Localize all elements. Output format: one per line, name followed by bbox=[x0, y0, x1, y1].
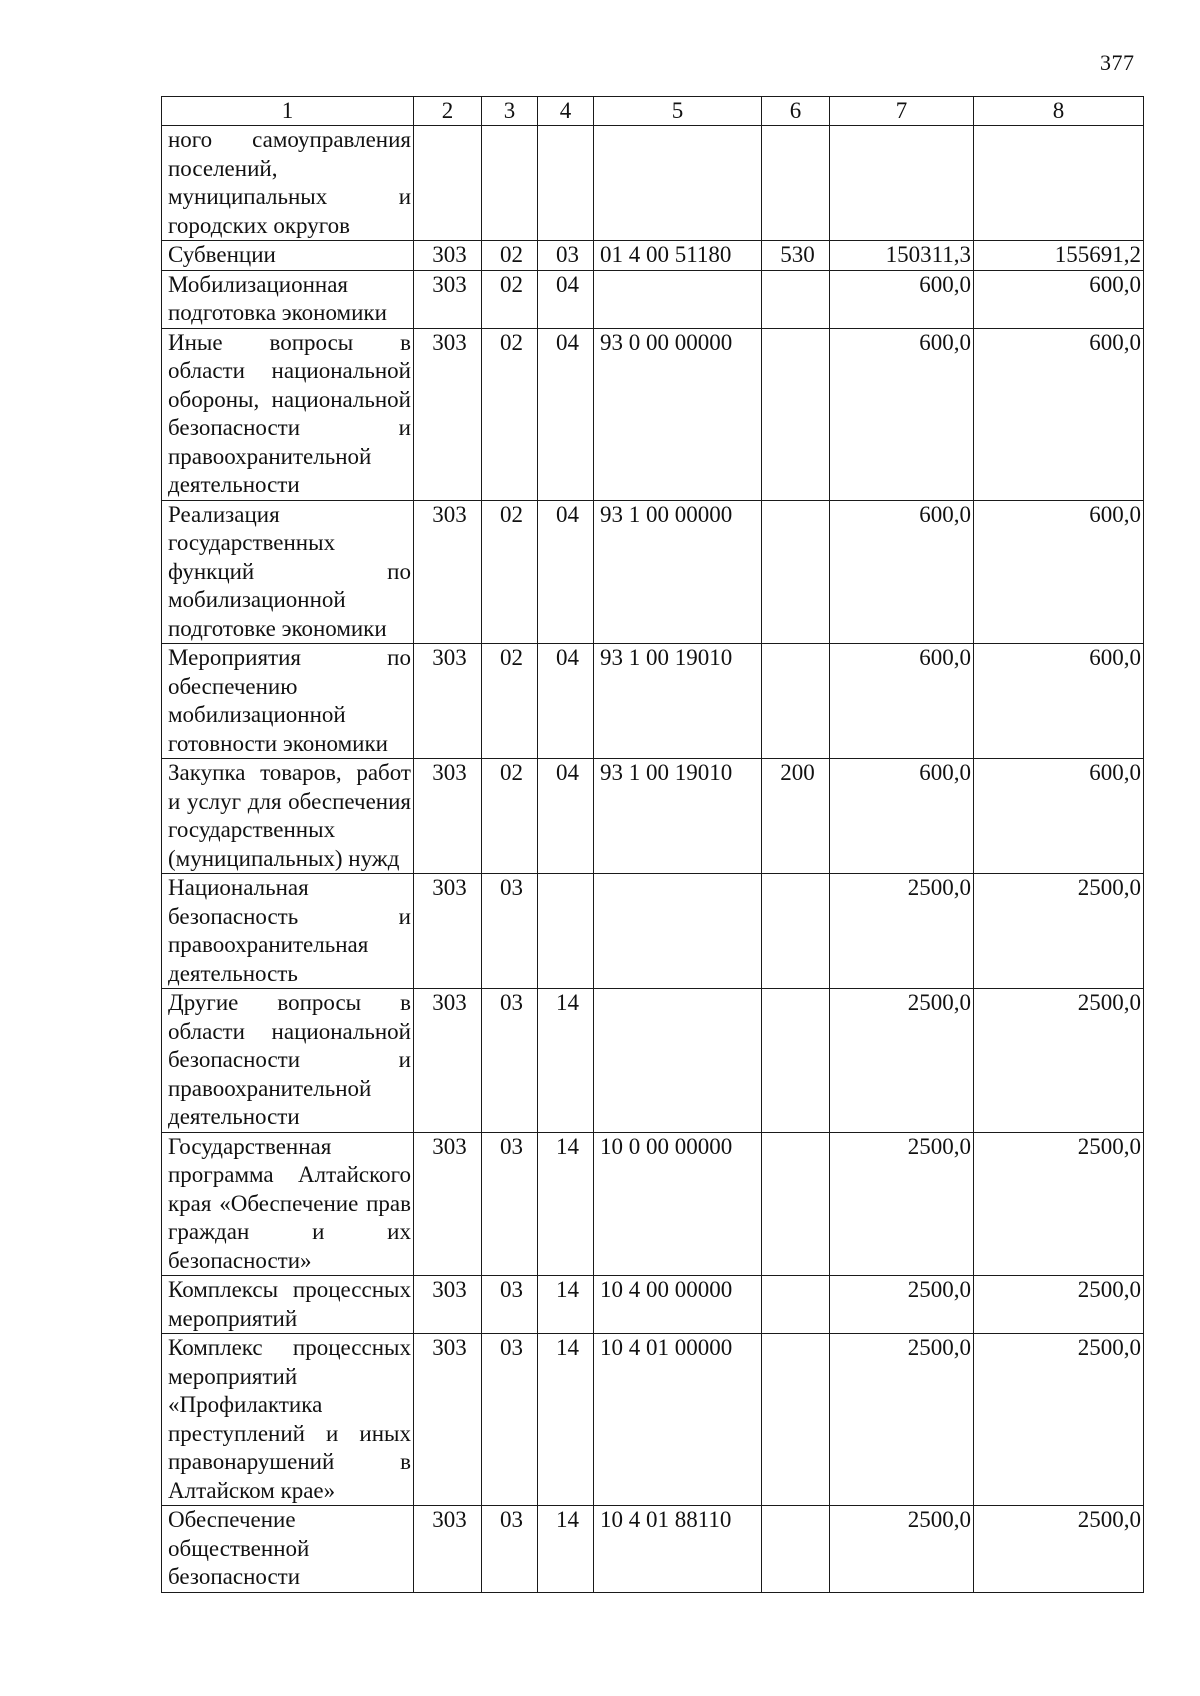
row-code-3-cell: 03 bbox=[482, 1132, 538, 1276]
row-value-7-cell: 600,0 bbox=[830, 270, 974, 328]
row-value-8-cell: 2500,0 bbox=[974, 1276, 1144, 1334]
table-header-row bbox=[162, 97, 1144, 126]
table-row bbox=[162, 241, 1144, 271]
row-code-5-cell bbox=[594, 989, 762, 1133]
row-code-4-cell: 14 bbox=[538, 1506, 594, 1593]
row-code-2-cell bbox=[414, 126, 482, 241]
row-value-7-cell: 2500,0 bbox=[830, 1506, 974, 1593]
row-value-7-cell: 600,0 bbox=[830, 328, 974, 500]
row-name-cell: Субвенции bbox=[162, 241, 414, 271]
page-number: 377 bbox=[1100, 50, 1135, 75]
row-name-cell: ного самоуправления поселений, муниципальных и городских округов bbox=[162, 126, 414, 241]
row-code-5-cell: 93 1 00 00000 bbox=[594, 500, 762, 644]
column-header-3: 3 bbox=[482, 97, 538, 126]
row-value-8-cell: 2500,0 bbox=[974, 989, 1144, 1133]
row-code-6-cell: 530 bbox=[762, 241, 830, 271]
row-name-cell: Национальная безопасность и правоохранительная деятельность bbox=[162, 874, 414, 989]
row-name-cell: Комплекс процессных мероприятий «Профилактика преступлений и иных правонарушений в Алтайском крае» bbox=[162, 1334, 414, 1506]
row-code-2-cell: 303 bbox=[414, 1276, 482, 1334]
row-code-2-cell: 303 bbox=[414, 759, 482, 874]
column-header-6: 6 bbox=[762, 97, 830, 126]
row-name-cell: Реализация государственных функций по мобилизационной подготовке экономики bbox=[162, 500, 414, 644]
row-code-2-cell: 303 bbox=[414, 989, 482, 1133]
row-code-3-cell: 03 bbox=[482, 1276, 538, 1334]
row-code-3-cell: 02 bbox=[482, 644, 538, 759]
table-row bbox=[162, 1276, 1144, 1334]
budget-table bbox=[161, 96, 1144, 1593]
row-code-4-cell: 03 bbox=[538, 241, 594, 271]
row-code-4-cell: 04 bbox=[538, 270, 594, 328]
row-code-3-cell: 03 bbox=[482, 874, 538, 989]
row-name-cell: Комплексы процессных мероприятий bbox=[162, 1276, 414, 1334]
row-value-7-cell: 600,0 bbox=[830, 644, 974, 759]
row-code-5-cell bbox=[594, 270, 762, 328]
row-code-3-cell: 02 bbox=[482, 270, 538, 328]
row-code-2-cell: 303 bbox=[414, 241, 482, 271]
row-code-6-cell bbox=[762, 989, 830, 1133]
row-name-cell: Обеспечение общественной безопасности bbox=[162, 1506, 414, 1593]
row-value-8-cell: 600,0 bbox=[974, 270, 1144, 328]
row-code-3-cell: 03 bbox=[482, 1506, 538, 1593]
row-value-8-cell: 600,0 bbox=[974, 759, 1144, 874]
column-header-8: 8 bbox=[974, 97, 1144, 126]
row-code-2-cell: 303 bbox=[414, 1506, 482, 1593]
row-value-8-cell: 2500,0 bbox=[974, 1334, 1144, 1506]
row-code-6-cell bbox=[762, 126, 830, 241]
row-value-8-cell: 2500,0 bbox=[974, 1506, 1144, 1593]
row-name-cell: Закупка товаров, работ и услуг для обеспечения государственных (муниципальных) нужд bbox=[162, 759, 414, 874]
row-code-2-cell: 303 bbox=[414, 500, 482, 644]
table-row bbox=[162, 759, 1144, 874]
row-value-7-cell: 2500,0 bbox=[830, 1276, 974, 1334]
row-code-6-cell bbox=[762, 270, 830, 328]
row-value-8-cell: 2500,0 bbox=[974, 1132, 1144, 1276]
row-code-6-cell bbox=[762, 874, 830, 989]
table-row bbox=[162, 644, 1144, 759]
row-code-4-cell: 14 bbox=[538, 1132, 594, 1276]
row-value-7-cell: 2500,0 bbox=[830, 874, 974, 989]
row-code-2-cell: 303 bbox=[414, 328, 482, 500]
row-name-cell: Мобилизационная подготовка экономики bbox=[162, 270, 414, 328]
column-header-2: 2 bbox=[414, 97, 482, 126]
row-value-8-cell: 155691,2 bbox=[974, 241, 1144, 271]
row-value-8-cell: 600,0 bbox=[974, 328, 1144, 500]
row-code-4-cell: 04 bbox=[538, 500, 594, 644]
row-code-6-cell bbox=[762, 1276, 830, 1334]
table-row bbox=[162, 126, 1144, 241]
row-code-6-cell bbox=[762, 1132, 830, 1276]
table-row bbox=[162, 500, 1144, 644]
row-code-2-cell: 303 bbox=[414, 1334, 482, 1506]
row-value-8-cell: 600,0 bbox=[974, 500, 1144, 644]
row-code-5-cell bbox=[594, 126, 762, 241]
row-code-5-cell bbox=[594, 874, 762, 989]
row-code-5-cell: 93 1 00 19010 bbox=[594, 644, 762, 759]
row-code-3-cell: 02 bbox=[482, 759, 538, 874]
row-code-6-cell bbox=[762, 644, 830, 759]
row-code-5-cell: 10 4 00 00000 bbox=[594, 1276, 762, 1334]
column-header-1: 1 bbox=[162, 97, 414, 126]
row-value-8-cell: 600,0 bbox=[974, 644, 1144, 759]
row-code-4-cell: 14 bbox=[538, 1334, 594, 1506]
row-code-2-cell: 303 bbox=[414, 644, 482, 759]
row-name-cell: Другие вопросы в области национальной безопасности и правоохранительной деятельности bbox=[162, 989, 414, 1133]
row-code-3-cell: 02 bbox=[482, 500, 538, 644]
column-header-7: 7 bbox=[830, 97, 974, 126]
row-value-7-cell: 600,0 bbox=[830, 500, 974, 644]
row-code-5-cell: 10 4 01 00000 bbox=[594, 1334, 762, 1506]
table-body bbox=[162, 126, 1144, 1593]
row-value-7-cell: 150311,3 bbox=[830, 241, 974, 271]
row-code-5-cell: 10 4 01 88110 bbox=[594, 1506, 762, 1593]
row-value-7-cell: 2500,0 bbox=[830, 989, 974, 1133]
row-code-4-cell bbox=[538, 126, 594, 241]
table-row bbox=[162, 270, 1144, 328]
table-row bbox=[162, 328, 1144, 500]
row-code-2-cell: 303 bbox=[414, 874, 482, 989]
row-code-3-cell: 02 bbox=[482, 328, 538, 500]
column-header-5: 5 bbox=[594, 97, 762, 126]
row-value-7-cell: 2500,0 bbox=[830, 1334, 974, 1506]
row-value-7-cell: 2500,0 bbox=[830, 1132, 974, 1276]
row-code-3-cell: 03 bbox=[482, 989, 538, 1133]
row-code-2-cell: 303 bbox=[414, 1132, 482, 1276]
row-name-cell: Государственная программа Алтайского края «Обеспечение прав граждан и их безопасности» bbox=[162, 1132, 414, 1276]
row-name-cell: Иные вопросы в области национальной обороны, национальной безопасности и правоохранительной деятельности bbox=[162, 328, 414, 500]
row-code-4-cell: 04 bbox=[538, 759, 594, 874]
table-row bbox=[162, 1506, 1144, 1593]
row-code-3-cell: 02 bbox=[482, 241, 538, 271]
row-code-3-cell: 03 bbox=[482, 1334, 538, 1506]
row-code-6-cell bbox=[762, 1334, 830, 1506]
row-code-4-cell: 04 bbox=[538, 644, 594, 759]
table-row bbox=[162, 874, 1144, 989]
table-row bbox=[162, 1132, 1144, 1276]
row-code-3-cell bbox=[482, 126, 538, 241]
row-value-8-cell bbox=[974, 126, 1144, 241]
row-code-6-cell bbox=[762, 500, 830, 644]
column-header-4: 4 bbox=[538, 97, 594, 126]
row-code-2-cell: 303 bbox=[414, 270, 482, 328]
row-code-6-cell bbox=[762, 1506, 830, 1593]
table-row bbox=[162, 1334, 1144, 1506]
row-code-5-cell: 01 4 00 51180 bbox=[594, 241, 762, 271]
row-name-cell: Мероприятия по обеспечению мобилизационной готовности экономики bbox=[162, 644, 414, 759]
row-code-4-cell bbox=[538, 874, 594, 989]
row-code-6-cell: 200 bbox=[762, 759, 830, 874]
table-row bbox=[162, 989, 1144, 1133]
row-code-6-cell bbox=[762, 328, 830, 500]
row-code-4-cell: 04 bbox=[538, 328, 594, 500]
row-value-8-cell: 2500,0 bbox=[974, 874, 1144, 989]
row-code-5-cell: 93 0 00 00000 bbox=[594, 328, 762, 500]
row-value-7-cell bbox=[830, 126, 974, 241]
row-code-5-cell: 10 0 00 00000 bbox=[594, 1132, 762, 1276]
row-value-7-cell: 600,0 bbox=[830, 759, 974, 874]
row-code-4-cell: 14 bbox=[538, 989, 594, 1133]
row-code-5-cell: 93 1 00 19010 bbox=[594, 759, 762, 874]
row-code-4-cell: 14 bbox=[538, 1276, 594, 1334]
